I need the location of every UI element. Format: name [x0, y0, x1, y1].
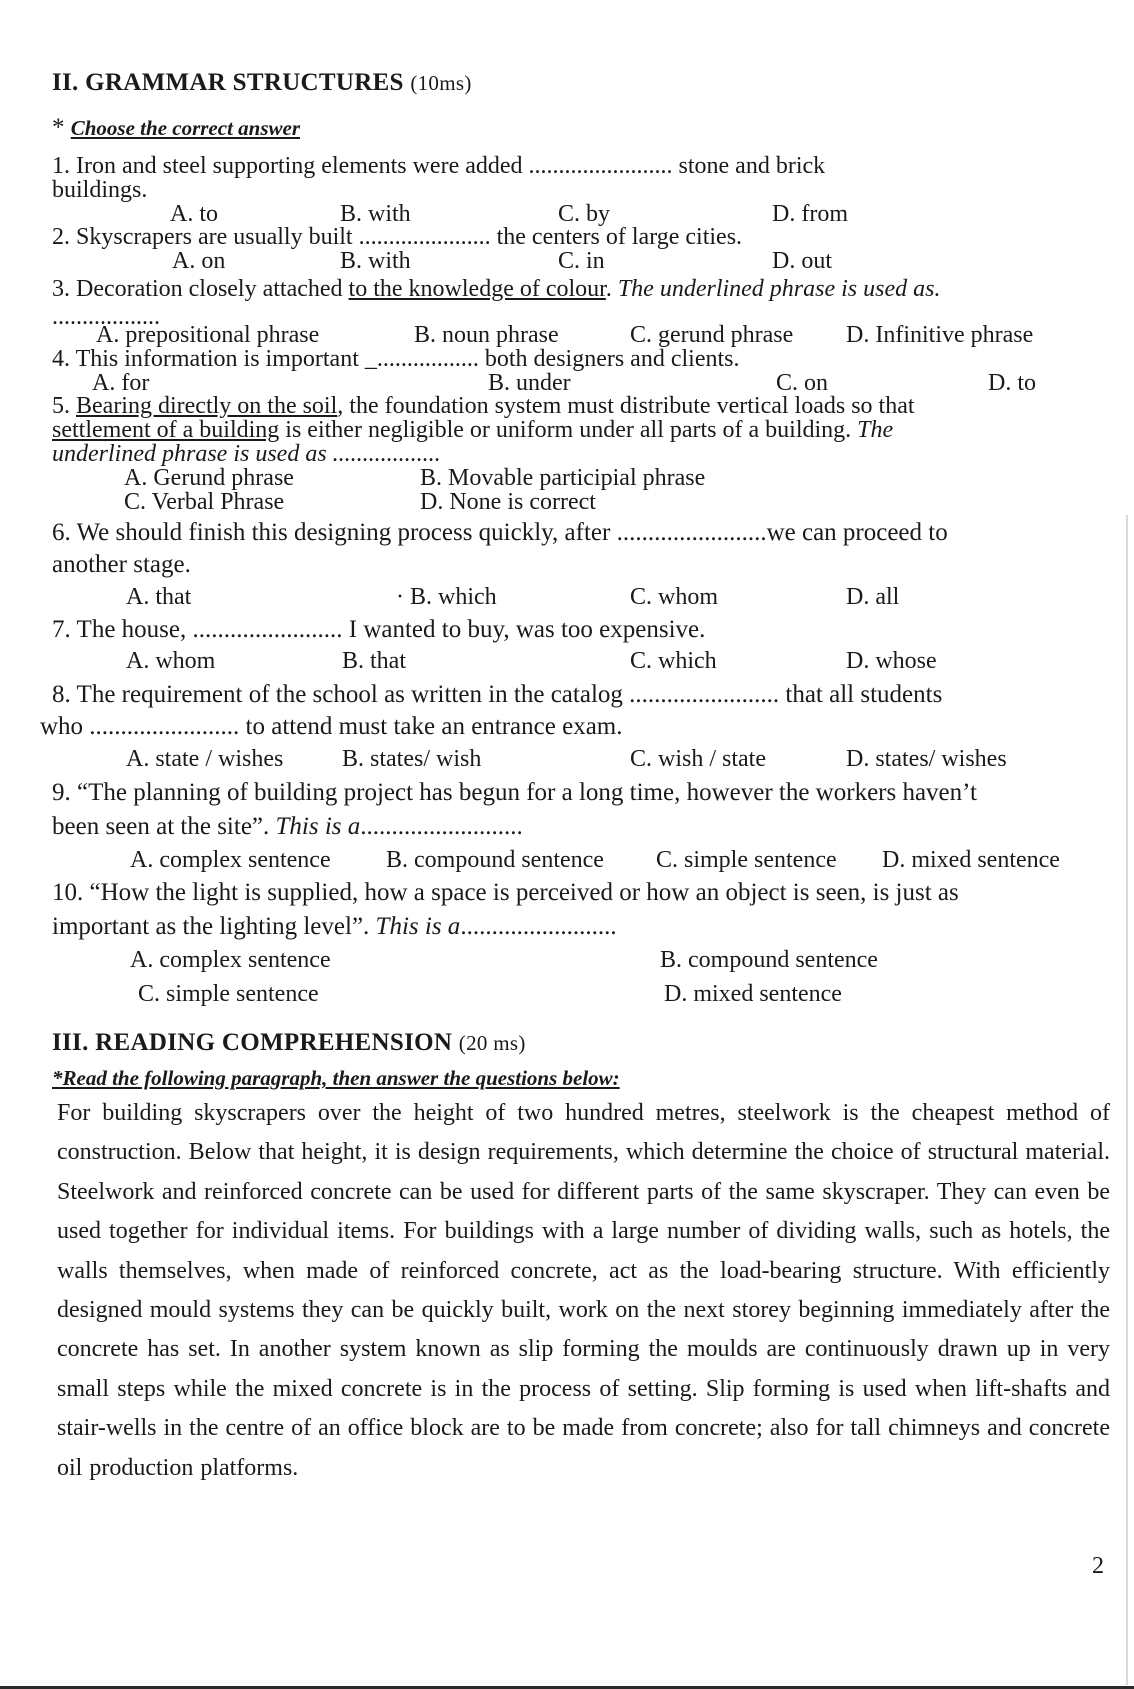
q1-option-c[interactable]: C. by [558, 201, 611, 227]
q2-option-c[interactable]: C. in [558, 248, 605, 274]
q4-option-d[interactable]: D. to [988, 370, 1036, 396]
q3-option-b[interactable]: B. noun phrase [414, 322, 559, 348]
q2-line: 2. Skyscrapers are usually built ...................... the centers of large cities. [52, 224, 743, 250]
q2-option-b[interactable]: B. with [340, 248, 411, 274]
q10-prompt: This is a [375, 913, 461, 940]
q6-option-a[interactable]: A. that [126, 584, 192, 610]
section-2-points: (10ms) [410, 71, 472, 95]
q6-line-2: another stage. [52, 551, 191, 578]
q9-option-a[interactable]: A. complex sentence [130, 847, 331, 873]
reading-instruction: *Read the following paragraph, then answer the questions below: [52, 1066, 620, 1090]
q9-text: been seen at the site”. [52, 813, 276, 840]
q9-option-c[interactable]: C. simple sentence [656, 847, 837, 873]
q8-line-1: 8. The requirement of the school as written in the catalog ........................ that all students [52, 681, 943, 708]
q5-underlined-phrase: Bearing directly on the soil [76, 393, 338, 419]
q5-text-2: is either negligible or uniform under all parts of a building. [279, 417, 858, 443]
q1-option-a[interactable]: A. to [170, 201, 218, 227]
q9-blank: .......................... [360, 813, 523, 840]
q5-underlined-subject: settlement of a building [52, 417, 280, 443]
reading-paragraph: For building skyscrapers over the height of two hundred metres, steelwork is the cheapest method of construction. Below that height, it is design requirements, which determine the choice of structural material. Steelwork and reinforced concrete can be used for different parts of the same skyscraper. They can even be used together for individual items. For buildings with a large number of dividing walls, such as hotels, the walls themselves, when made of reinforced concrete, act as the load-bearing structure. With efficiently designed mould systems they can be quickly built, work on the next storey beginning immediately after the concrete has set. In another system known as slip forming the moulds are continuously drawn up in very small steps while the mixed concrete is in the process of setting. Slip forming is used when lift-shafts and stair-wells in the centre of an office block are to be made from concrete; also for tall chimneys and concrete oil production platforms. [57, 1100, 1110, 1481]
q3-option-a[interactable]: A. prepositional phrase [96, 322, 320, 348]
section-2-heading [52, 68, 472, 98]
q8-option-b[interactable]: B. states/ wish [342, 746, 482, 772]
q3-option-d[interactable]: D. Infinitive phrase [846, 322, 1034, 348]
q10-option-a[interactable]: A. complex sentence [130, 947, 331, 973]
q2-option-d[interactable]: D. out [772, 248, 832, 274]
q7-option-d[interactable]: D. whose [846, 648, 937, 674]
q3-blank: .................. [52, 304, 160, 330]
q7-option-b[interactable]: B. that [342, 648, 406, 674]
q4-option-c[interactable]: C. on [776, 370, 829, 396]
q7-option-c[interactable]: C. which [630, 648, 717, 674]
q7-line: 7. The house, ........................ I wanted to buy, was too expensive. [52, 616, 706, 643]
q4-line: 4. This information is important _................. both designers and clients. [52, 346, 740, 372]
q4-option-b[interactable]: B. under [488, 370, 571, 396]
q9-option-b[interactable]: B. compound sentence [386, 847, 604, 873]
q2-option-a[interactable]: A. on [172, 248, 226, 274]
q9-line-2 [52, 812, 523, 842]
q5-prompt-start: The [857, 417, 894, 443]
q3-option-c[interactable]: C. gerund phrase [630, 322, 794, 348]
section-2-title: II. GRAMMAR STRUCTURES [52, 69, 404, 96]
section-3-heading [52, 1028, 526, 1058]
scan-edge [1126, 515, 1128, 1685]
q1-line-2: buildings. [52, 177, 148, 203]
section-3-title: III. READING COMPREHENSION [52, 1029, 453, 1056]
q8-option-d[interactable]: D. states/ wishes [846, 746, 1007, 772]
q10-blank: ......................... [460, 913, 617, 940]
q9-option-d[interactable]: D. mixed sentence [882, 847, 1060, 873]
q6-option-c[interactable]: C. whom [630, 584, 719, 610]
q6-option-b[interactable]: · B. which [396, 584, 497, 610]
q5-text-1: , the foundation system must distribute vertical loads so that [337, 393, 915, 419]
section-2-instruction [52, 113, 300, 143]
q6-option-d[interactable]: D. all [846, 584, 900, 610]
q8-option-c[interactable]: C. wish / state [630, 746, 766, 772]
page-number: 2 [1092, 1553, 1104, 1579]
q4-option-a[interactable]: A. for [92, 370, 150, 396]
q10-option-b[interactable]: B. compound sentence [660, 947, 878, 973]
q3-prompt: The underlined phrase is used as. [617, 276, 941, 302]
q1-line-1: 1. Iron and steel supporting elements were added ........................ stone and brick [52, 153, 826, 179]
q9-prompt: This is a [275, 813, 361, 840]
q10-line-2 [52, 912, 617, 942]
q5-option-b[interactable]: B. Movable participial phrase [420, 465, 706, 491]
instruction-text: Choose the correct answer [70, 116, 301, 140]
instruction-star: * [52, 114, 71, 141]
q10-text: important as the lighting level”. [52, 913, 376, 940]
q9-line-1: 9. “The planning of building project has begun for a long time, however the workers haven’t [52, 779, 977, 806]
q10-line-1: 10. “How the light is supplied, how a space is perceived or how an object is seen, is just as [52, 879, 959, 906]
q1-option-b[interactable]: B. with [340, 201, 411, 227]
q3-text: 3. Decoration closely attached [52, 276, 349, 302]
q7-option-a[interactable]: A. whom [126, 648, 216, 674]
q3-line-1 [52, 276, 940, 302]
q10-option-d[interactable]: D. mixed sentence [664, 981, 842, 1007]
q5-line-3: underlined phrase is used as .................. [52, 441, 441, 467]
q5-option-a[interactable]: A. Gerund phrase [124, 465, 294, 491]
q5-line-1 [52, 393, 915, 419]
section-3-points: (20 ms) [458, 1031, 526, 1055]
q5-line-2 [52, 417, 893, 443]
q6-line-1: 6. We should finish this designing process quickly, after ........................we can proceed to [52, 519, 948, 546]
q8-line-2: who ........................ to attend must take an entrance exam. [40, 713, 623, 740]
q3-underlined-phrase: to the knowledge of colour [348, 276, 606, 302]
q3-punct: . [605, 276, 618, 302]
q5-option-d[interactable]: D. None is correct [420, 489, 596, 515]
q5-number: 5. [52, 393, 76, 419]
q1-option-d[interactable]: D. from [772, 201, 848, 227]
q5-option-c[interactable]: C. Verbal Phrase [124, 489, 285, 515]
q8-option-a[interactable]: A. state / wishes [126, 746, 284, 772]
q10-option-c[interactable]: C. simple sentence [138, 981, 319, 1007]
section-3-instruction [52, 1063, 620, 1093]
